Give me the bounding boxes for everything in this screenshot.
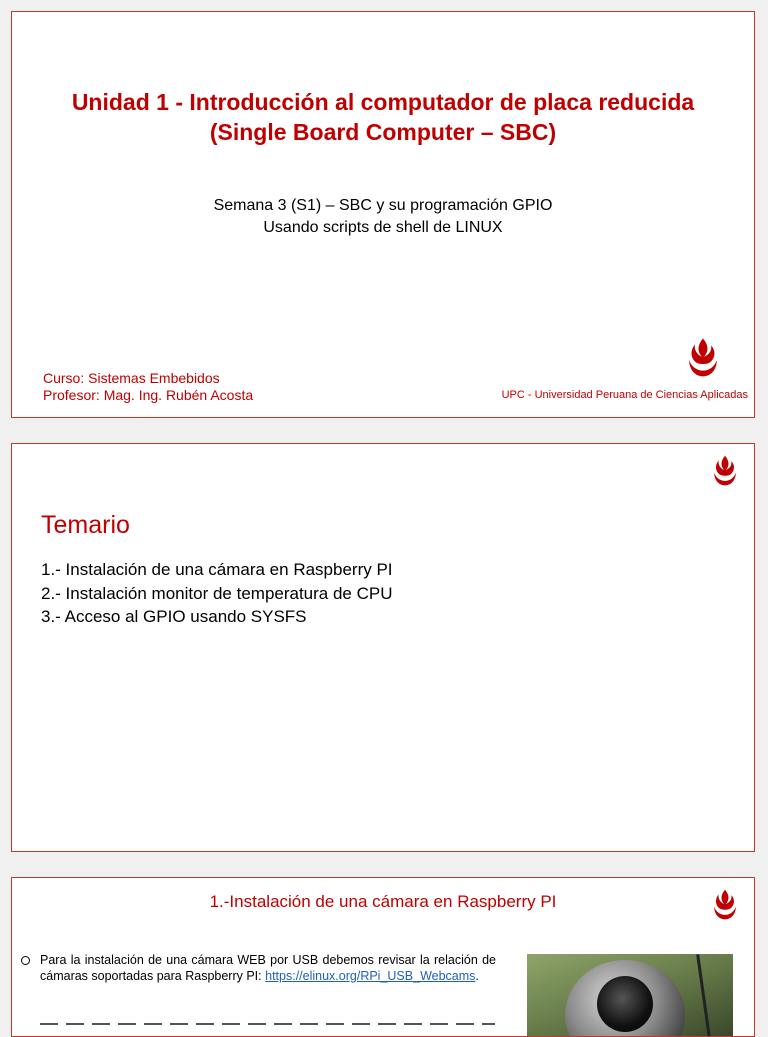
course-info xyxy=(43,370,253,404)
course-name: Curso: Sistemas Embebidos xyxy=(43,370,220,386)
slide-title: 1.-Instalación de una cámara en Raspberry PI xyxy=(209,892,557,911)
slide-title xyxy=(12,87,754,147)
bullet-circle-icon xyxy=(21,956,30,965)
webcam-cable xyxy=(696,954,711,1037)
title-slide xyxy=(11,11,755,418)
camera-install-slide xyxy=(11,877,755,1037)
upc-logo-icon xyxy=(707,887,743,923)
subtitle-line1: Semana 3 (S1) – SBC y su programación GPIO xyxy=(213,197,553,214)
bullet-item xyxy=(21,952,496,984)
upc-logo-icon xyxy=(680,335,726,381)
agenda-item: 2.- Instalación monitor de temperatura de CPU xyxy=(41,583,393,603)
agenda-slide xyxy=(11,443,755,852)
agenda-item: 1.- Instalación de una cámara en Raspberry PI xyxy=(41,560,393,579)
slide-title-line2: (Single Board Computer – SBC) xyxy=(209,119,557,145)
upc-logo-icon xyxy=(707,453,743,489)
bullet-body: Para la instalación de una cámara WEB por USB debemos revisar la relación de cámaras soportadas para Raspberry PI: xyxy=(40,953,496,983)
link-suffix: . xyxy=(475,969,479,983)
university-name: UPC - Universidad Peruana de Ciencias Aplicadas xyxy=(501,389,748,401)
agenda-item: 3.- Acceso al GPIO usando SYSFS xyxy=(41,607,307,626)
agenda-list xyxy=(41,558,393,629)
professor-name: Profesor: Mag. Ing. Rubén Acosta xyxy=(43,387,254,403)
webcam-photo xyxy=(527,954,733,1037)
slide-title-line1: Unidad 1 - Introducción al computador de placa reducida xyxy=(71,89,695,115)
webcams-link[interactable]: https://elinux.org/RPi_USB_Webcams xyxy=(265,969,476,983)
agenda-heading: Temario xyxy=(41,511,130,539)
bullet-text xyxy=(40,952,496,984)
partial-text-line xyxy=(40,1023,495,1025)
slide-subtitle xyxy=(12,195,754,239)
subtitle-line2: Usando scripts de shell de LINUX xyxy=(263,219,503,236)
